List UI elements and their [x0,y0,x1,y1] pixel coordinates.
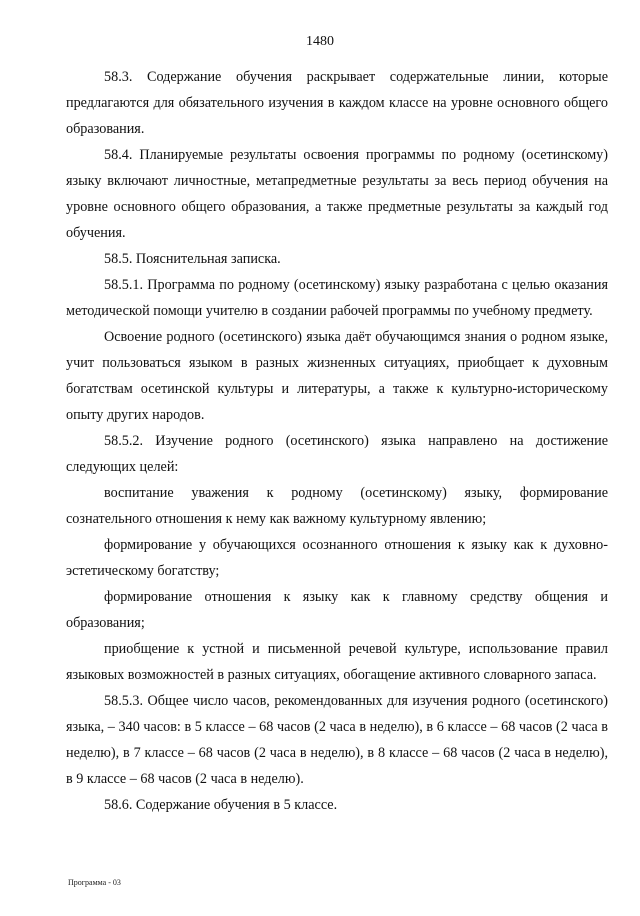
paragraph-58-5: 58.5. Пояснительная записка. [104,251,281,267]
paragraph-58-5-1: 58.5.1. Программа по родному (осетинскому) языку разработана с целью оказания методической помощи учителю в создании рабочей программы по учебному предмету. [66,277,608,319]
paragraph-mastery: Освоение родного (осетинского) языка даёт обучающимся знания о родном языке, учит пользоваться языком в разных жизненных ситуациях, приобщает к духовным богатствам осетинской культуры и литературы, а также к культурно-историческому опыту других народов. [66,329,608,423]
paragraph-58-5-3: 58.5.3. Общее число часов, рекомендованных для изучения родного (осетинского) языка, – 340 часов: в 5 классе – 68 часов (2 часа в неделю), в 6 классе – 68 часов (2 часа в неделю), в 7 классе – 68 часов (2 часа в неделю), в 8 классе – 68 часов (2 часа в неделю), в 9 классе – 68 часов (2 часа в неделю). [66,693,608,787]
paragraph-58-5-2: 58.5.2. Изучение родного (осетинского) языка направлено на достижение следующих целей: [66,433,608,475]
paragraph-58-3: 58.3. Содержание обучения раскрывает содержательные линии, которые предлагаются для обязательного изучения в каждом классе на уровне основного общего образования. [66,69,608,137]
paragraph-58-4: 58.4. Планируемые результаты освоения программы по родному (осетинскому) языку включают личностные, метапредметные результаты за весь период обучения на уровне основного общего образования, а также предметные результаты за каждый год обучения. [66,147,608,241]
goal-item: формирование отношения к языку как к главному средству общения и образования; [66,589,608,631]
paragraph-58-6: 58.6. Содержание обучения в 5 классе. [104,797,338,813]
document-body [66,64,608,818]
footer-label: Программа - 03 [68,878,121,887]
goal-item: воспитание уважения к родному (осетинскому) языку, формирование сознательного отношения к нему как важному культурному явлению; [66,485,608,527]
goal-item: приобщение к устной и письменной речевой культуре, использование правил языковых возможностей в разных ситуациях, обогащение активного словарного запаса. [66,641,608,683]
page-number: 1480 [306,34,334,49]
goal-item: формирование у обучающихся осознанного отношения к языку как к духовно-эстетическому богатству; [66,537,608,579]
